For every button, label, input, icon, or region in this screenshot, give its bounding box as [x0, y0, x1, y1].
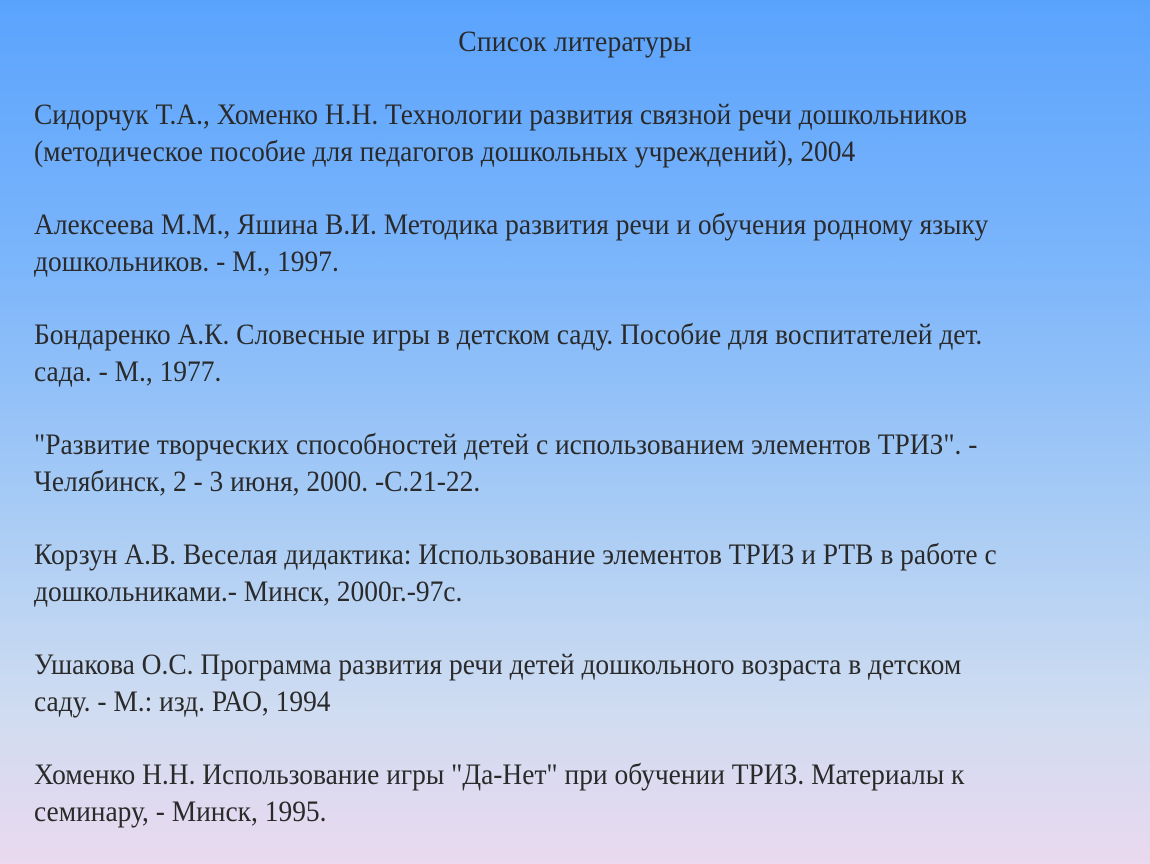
reference-item [34, 316, 1132, 390]
reference-line: дошкольниками.- Минск, 2000г.-97с. [34, 575, 463, 608]
reference-line: Хоменко Н.Н. Использование игры "Да-Нет" при обучении ТРИЗ. Материалы к [34, 758, 965, 791]
reference-item [34, 426, 1132, 500]
reference-item [34, 536, 1132, 610]
reference-line: Алексеева М.М., Яшина В.И. Методика развития речи и обучения родному языку [34, 208, 989, 241]
reference-item [34, 646, 1132, 720]
reference-item [34, 206, 1132, 280]
reference-line: дошкольников. - М., 1997. [34, 245, 339, 278]
reference-item [34, 756, 1132, 830]
reference-line: саду. - М.: изд. РАО, 1994 [34, 685, 331, 718]
reference-line: Ушакова О.С. Программа развития речи детей дошкольного возраста в детском [34, 648, 962, 681]
reference-line: Бондаренко А.К. Словесные игры в детском саду. Пособие для воспитателей дет. [34, 318, 983, 351]
reference-line: (методическое пособие для педагогов дошкольных учреждений), 2004 [34, 135, 856, 168]
reference-line: Челябинск, 2 - 3 июня, 2000. -С.21-22. [34, 465, 481, 498]
reference-line: Корзун А.В. Веселая дидактика: Использование элементов ТРИЗ и РТВ в работе с [34, 538, 997, 571]
slide-title: Список литературы [458, 25, 692, 58]
reference-line: сада. - М., 1977. [34, 355, 222, 388]
reference-line: Сидорчук Т.А., Хоменко Н.Н. Технологии развития связной речи дошкольников [34, 98, 968, 131]
reference-item [34, 96, 1132, 170]
reference-line: "Развитие творческих способностей детей с использованием элементов ТРИЗ". - [34, 428, 978, 461]
reference-line: семинару, - Минск, 1995. [34, 795, 327, 828]
